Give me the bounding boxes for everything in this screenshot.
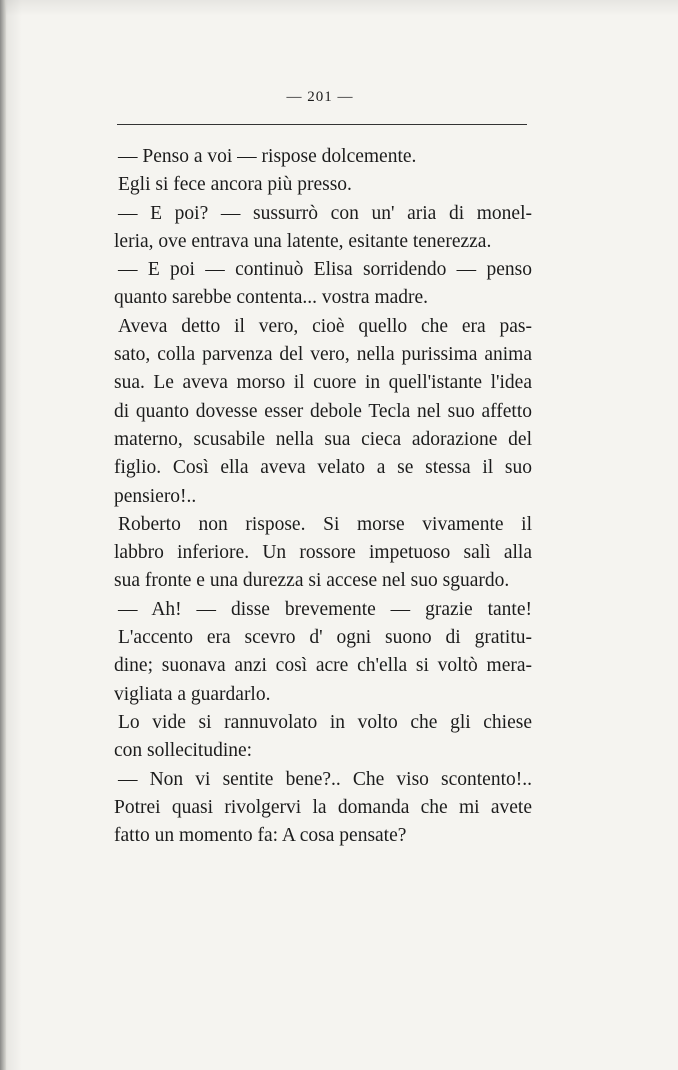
text-line: — Non vi sentite bene?.. Che viso scontento!.. <box>118 768 532 790</box>
text-line: labbro inferiore. Un rossore impetuoso salì alla <box>114 542 532 564</box>
text-line: pensiero!.. <box>114 485 197 507</box>
text-line: dine; suonava anzi così acre ch'ella si voltò mera- <box>114 655 532 677</box>
text-line: sato, colla parvenza del vero, nella purissima anima <box>114 344 532 366</box>
text-line: Egli si fece ancora più presso. <box>118 174 352 196</box>
text-line: vigliata a guardarlo. <box>114 683 271 705</box>
text-line: Lo vide si rannuvolato in volto che gli chiese <box>118 711 532 733</box>
text-line: Potrei quasi rivolgervi la domanda che mi avete <box>114 796 532 818</box>
text-line: di quanto dovesse esser debole Tecla nel suo affetto <box>114 400 532 422</box>
text-line: leria, ove entrava una latente, esitante tenerezza. <box>114 230 492 252</box>
text-line: Roberto non rispose. Si morse vivamente il <box>118 513 532 535</box>
text-line: — E poi? — sussurrò con un' aria di monel- <box>118 202 532 224</box>
text-line: sua fronte e una durezza si accese nel suo sguardo. <box>114 570 510 592</box>
text-line: figlio. Così ella aveva velato a se stessa il suo <box>114 457 532 479</box>
page-number: — 201 — <box>286 89 354 105</box>
binding-edge <box>0 0 6 1070</box>
text-line: materno, scusabile nella sua cieca adorazione del <box>114 428 532 450</box>
text-line: sua. Le aveva morso il cuore in quell'istante l'idea <box>114 372 532 394</box>
text-line: Aveva detto il vero, cioè quello che era pas- <box>118 315 532 337</box>
text-line: fatto un momento fa: A cosa pensate? <box>114 825 407 847</box>
text-line: — Ah! — disse brevemente — grazie tante! <box>118 598 532 620</box>
text-line: — Penso a voi — rispose dolcemente. <box>118 146 417 167</box>
text-line: L'accento era scevro d' ogni suono di gratitu- <box>118 627 532 649</box>
body-text <box>114 143 532 850</box>
text-line: — E poi — continuò Elisa sorridendo — penso <box>118 259 532 281</box>
header-rule <box>117 124 527 125</box>
text-line: con sollecitudine: <box>114 740 253 762</box>
text-line: quanto sarebbe contenta... vostra madre. <box>114 287 429 309</box>
